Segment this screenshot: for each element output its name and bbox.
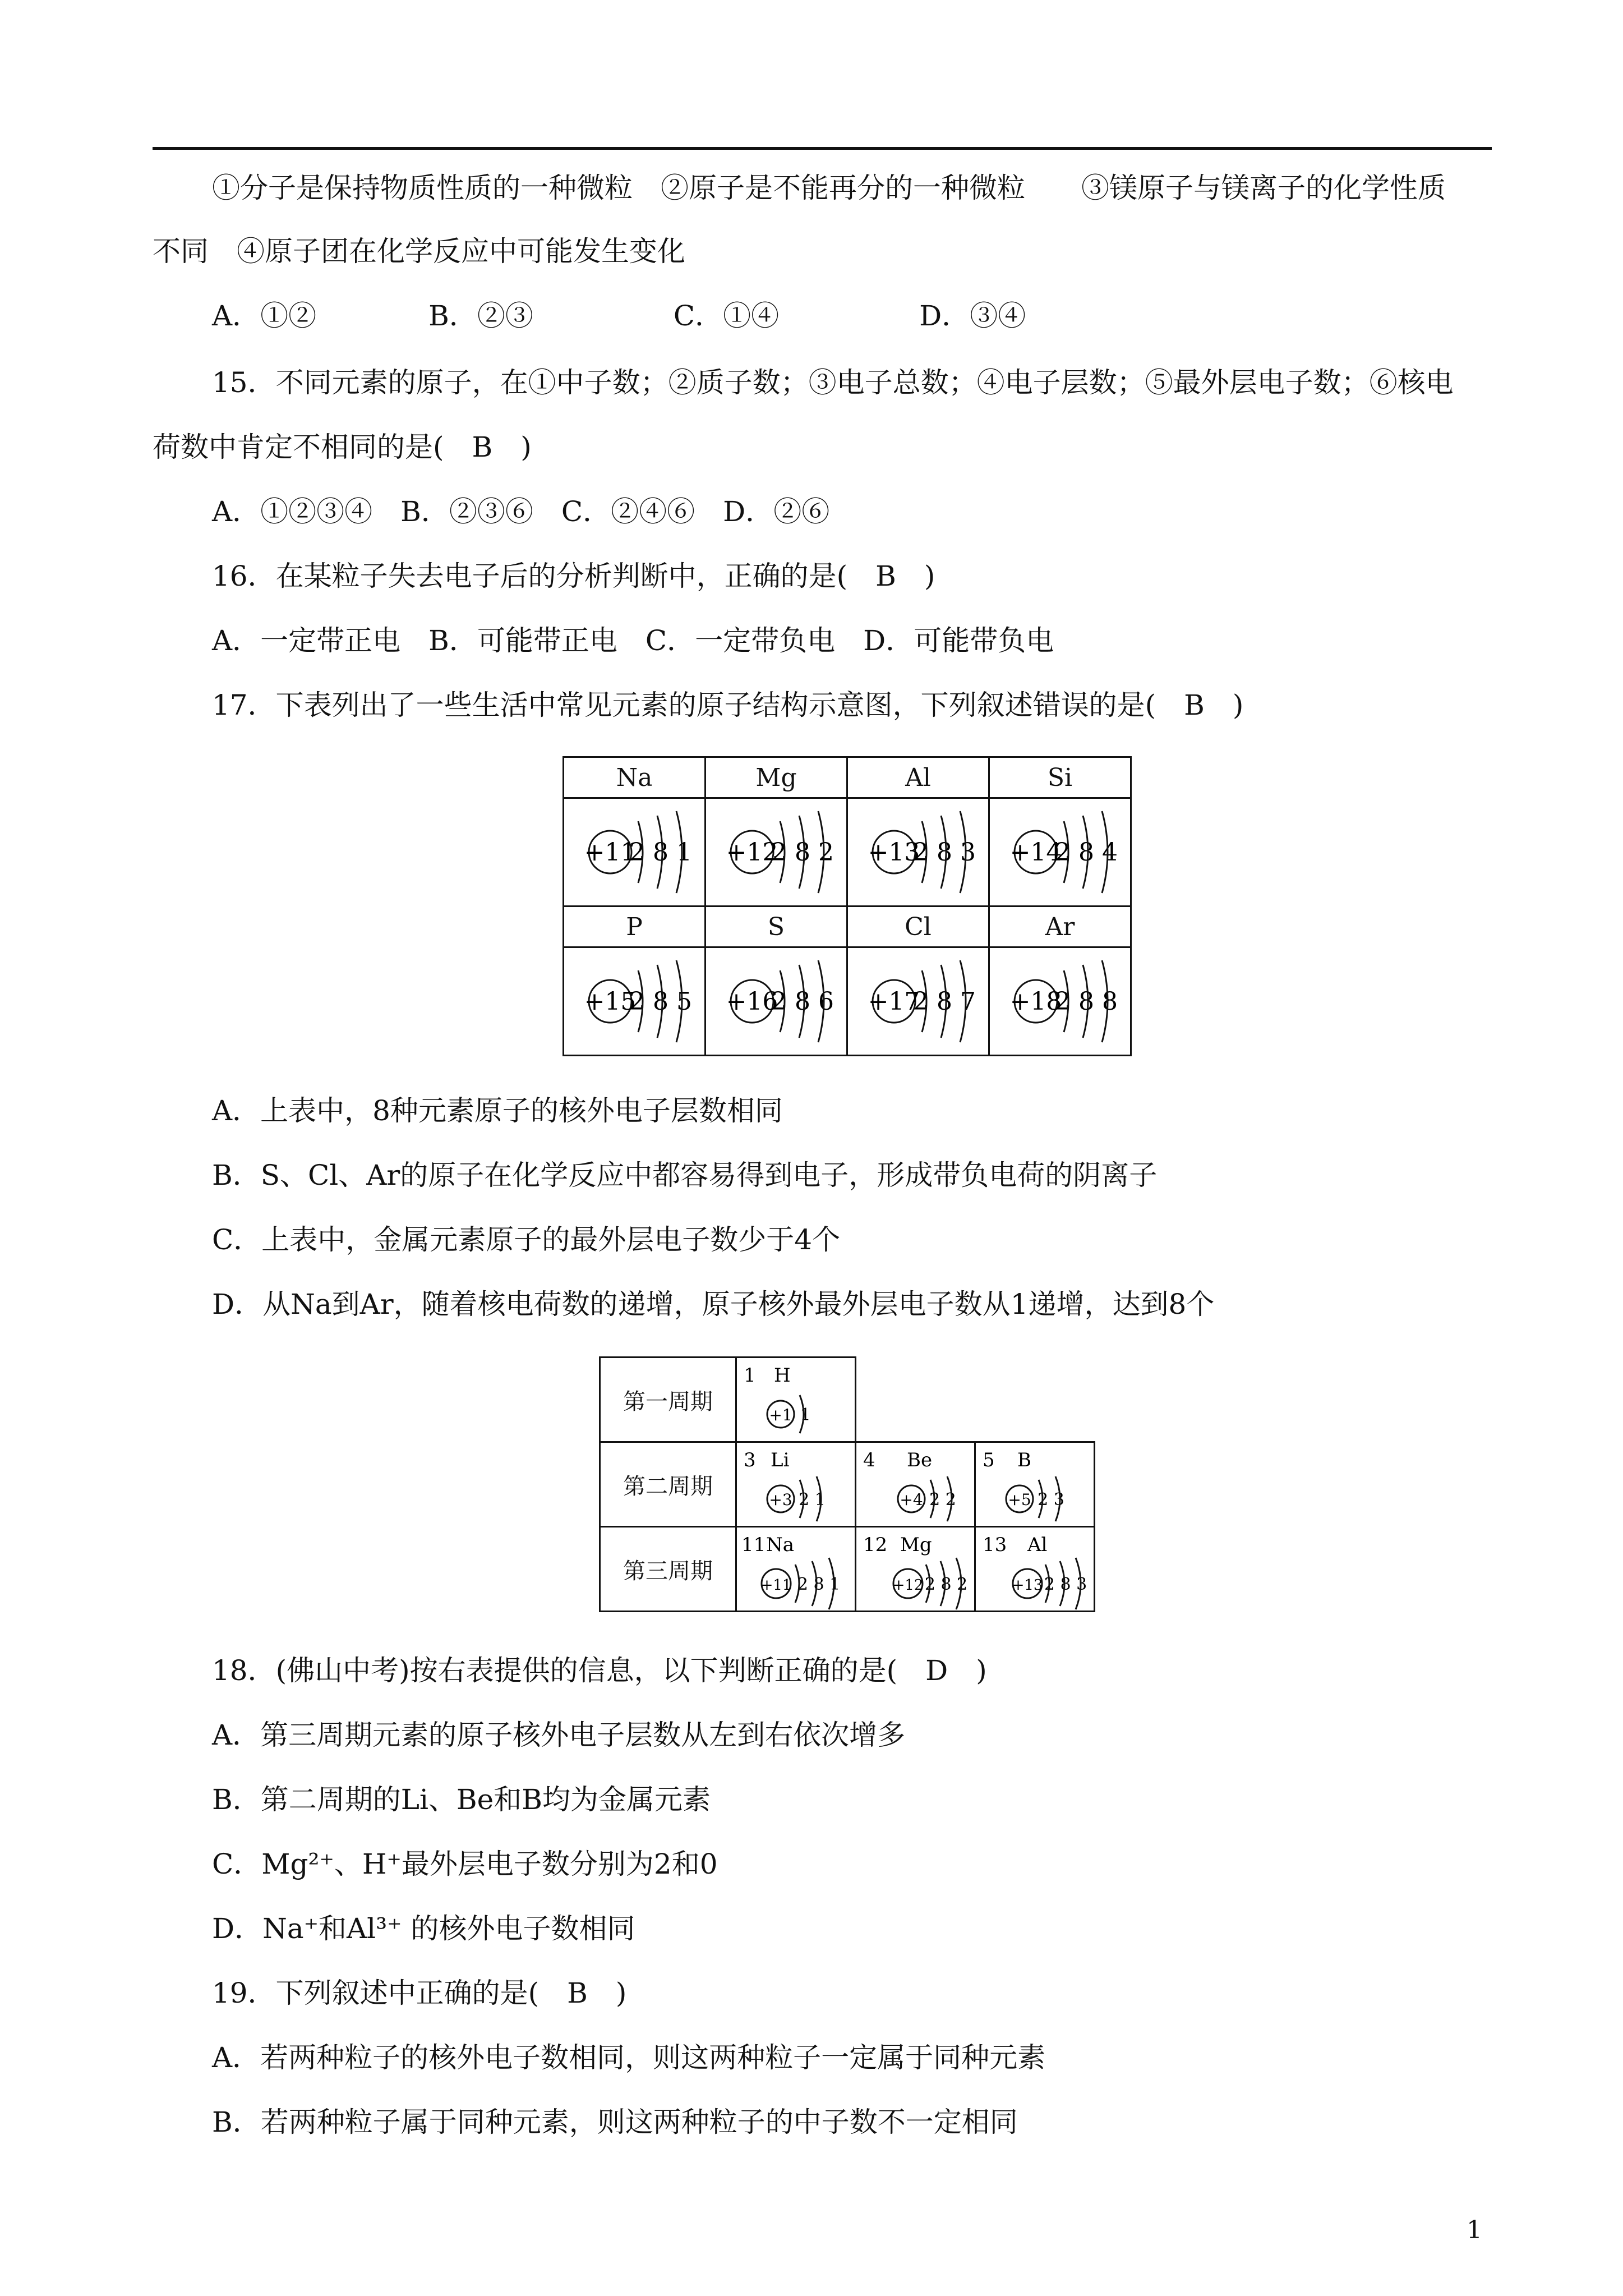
option-line: A．若两种粒子的核外电子数相同，则这两种粒子一定属于同种元素 bbox=[212, 2041, 1046, 2074]
element-diagram bbox=[737, 1358, 855, 1441]
table-header-row bbox=[564, 757, 1131, 798]
option-line: C．上表中，金属元素原子的最外层电子数少于4个 bbox=[212, 1223, 841, 1256]
atomic-number: 1 bbox=[744, 1364, 756, 1387]
electron-shells: 2 8 1 bbox=[797, 1575, 841, 1594]
electron-shells: 2 1 bbox=[799, 1490, 826, 1510]
atom-structure-table bbox=[562, 756, 1132, 1056]
page-number: 1 bbox=[1467, 2216, 1482, 2244]
atomic-number: 11 bbox=[741, 1534, 766, 1556]
question-16: 16．在某粒子失去电子后的分析判断中，正确的是( B ) bbox=[212, 560, 935, 592]
electron-shells: 2 8 5 bbox=[629, 987, 692, 1016]
atom-diagram bbox=[706, 799, 846, 905]
option-line: C．Mg²⁺、H⁺最外层电子数分别为2和0 bbox=[212, 1848, 718, 1880]
option-line: A．①②③④ B．②③⑥ C．②④⑥ D．②⑥ bbox=[212, 495, 830, 528]
electron-shells: 2 8 8 bbox=[1055, 987, 1118, 1016]
element-symbol: Na bbox=[564, 757, 706, 798]
electron-shells: 2 8 3 bbox=[1044, 1575, 1087, 1594]
atomic-number: 5 bbox=[983, 1449, 995, 1471]
atomic-number: 12 bbox=[863, 1534, 888, 1556]
nucleus-charge: +13 bbox=[868, 838, 920, 867]
nucleus-charge: +4 bbox=[900, 1490, 923, 1509]
atom-diagram-cell bbox=[706, 798, 847, 907]
nucleus-charge: +17 bbox=[868, 987, 920, 1016]
table-header-row bbox=[564, 907, 1131, 947]
electron-shells: 2 8 2 bbox=[924, 1575, 968, 1594]
option-line: A．上表中，8种元素原子的核外电子层数相同 bbox=[212, 1094, 783, 1127]
header-rule bbox=[153, 147, 1492, 150]
electron-shells: 2 8 1 bbox=[629, 838, 692, 867]
nucleus-charge: +11 bbox=[760, 1577, 792, 1594]
element-diagram bbox=[737, 1527, 855, 1611]
period-label: 第二周期 bbox=[600, 1442, 736, 1527]
nucleus-charge: +12 bbox=[892, 1577, 924, 1594]
element-cell bbox=[856, 1442, 975, 1527]
atom-diagram bbox=[564, 799, 704, 905]
atom-diagram bbox=[564, 948, 704, 1055]
element-diagram bbox=[737, 1443, 855, 1526]
element-symbol: H bbox=[774, 1364, 791, 1387]
element-diagram bbox=[976, 1443, 1094, 1526]
nucleus-charge: +1 bbox=[769, 1406, 792, 1424]
question-18: 18．(佛山中考)按右表提供的信息，以下判断正确的是( D ) bbox=[212, 1654, 987, 1687]
element-symbol: B bbox=[1017, 1449, 1031, 1471]
nucleus-charge: +14 bbox=[1009, 838, 1062, 867]
period-row bbox=[600, 1527, 1095, 1612]
electron-shells: 2 8 2 bbox=[771, 838, 834, 867]
option-line: D．从Na到Ar，随着核电荷数的递增，原子核外最外层电子数从1递增，达到8个 bbox=[212, 1288, 1215, 1320]
electron-shells: 2 8 7 bbox=[913, 987, 976, 1016]
atom-diagram-cell bbox=[564, 947, 706, 1056]
period-label: 第一周期 bbox=[600, 1358, 736, 1442]
periodic-table-excerpt bbox=[599, 1356, 1095, 1612]
element-cell bbox=[856, 1527, 975, 1612]
period-label: 第三周期 bbox=[600, 1527, 736, 1612]
electron-shells: 2 2 bbox=[929, 1490, 956, 1510]
element-symbol: Mg bbox=[900, 1534, 932, 1556]
nucleus-charge: +16 bbox=[726, 987, 778, 1016]
element-symbol: Al bbox=[1027, 1534, 1048, 1556]
empty-cell bbox=[856, 1358, 1095, 1442]
atom-diagram-cell bbox=[989, 798, 1131, 907]
nucleus-charge: +5 bbox=[1008, 1490, 1031, 1509]
period-row bbox=[600, 1358, 1095, 1442]
option-line: B．S、Cl、Ar的原子在化学反应中都容易得到电子，形成带负电荷的阴离子 bbox=[212, 1159, 1158, 1191]
nucleus-charge: +12 bbox=[726, 838, 778, 867]
element-cell bbox=[736, 1358, 856, 1442]
element-symbol: P bbox=[564, 907, 706, 947]
table-diagram-row bbox=[564, 947, 1131, 1056]
question-19: 19．下列叙述中正确的是( B ) bbox=[212, 1977, 627, 2009]
electron-shells: 2 8 6 bbox=[771, 987, 834, 1016]
element-symbol: Mg bbox=[706, 757, 847, 798]
atom-diagram bbox=[990, 799, 1130, 905]
nucleus-charge: +3 bbox=[769, 1490, 792, 1509]
atom-diagram bbox=[848, 948, 988, 1055]
electron-shells: 2 8 4 bbox=[1055, 838, 1118, 867]
electron-shells: 2 3 bbox=[1038, 1490, 1064, 1510]
period-row bbox=[600, 1442, 1095, 1527]
atom-diagram-cell bbox=[564, 798, 706, 907]
atomic-number: 13 bbox=[983, 1534, 1007, 1556]
nucleus-charge: +13 bbox=[1012, 1577, 1043, 1594]
atomic-number: 4 bbox=[863, 1449, 875, 1471]
nucleus-charge: +18 bbox=[1009, 987, 1062, 1016]
text-line: 荷数中肯定不相同的是( B ) bbox=[153, 431, 532, 463]
element-symbol: Al bbox=[847, 757, 989, 798]
option-line: A．第三周期元素的原子核外电子层数从左到右依次增多 bbox=[212, 1719, 906, 1751]
element-symbol: Li bbox=[771, 1449, 790, 1471]
electron-shells: 1 bbox=[800, 1405, 811, 1425]
element-cell bbox=[736, 1442, 856, 1527]
option-line: B．第二周期的Li、Be和B均为金属元素 bbox=[212, 1783, 711, 1816]
element-cell bbox=[975, 1442, 1095, 1527]
element-diagram bbox=[856, 1443, 974, 1526]
text-line: ①分子是保持物质性质的一种微粒 ②原子是不能再分的一种微粒 ③镁原子与镁离子的化学性质 bbox=[212, 172, 1446, 204]
nucleus-charge: +11 bbox=[584, 838, 637, 867]
element-symbol: Na bbox=[766, 1534, 795, 1556]
element-symbol: Ar bbox=[989, 907, 1131, 947]
atom-diagram bbox=[990, 948, 1130, 1055]
question-17: 17．下表列出了一些生活中常见元素的原子结构示意图，下列叙述错误的是( B ) bbox=[212, 689, 1244, 721]
option-line: D．Na⁺和Al³⁺ 的核外电子数相同 bbox=[212, 1912, 635, 1945]
question-15: 15．不同元素的原子，在①中子数；②质子数；③电子总数；④电子层数；⑤最外层电子数；⑥核电 bbox=[212, 366, 1454, 399]
text-line: 不同 ④原子团在化学反应中可能发生变化 bbox=[153, 235, 685, 268]
element-cell bbox=[975, 1527, 1095, 1612]
table-diagram-row bbox=[564, 798, 1131, 907]
atom-diagram-cell bbox=[847, 947, 989, 1056]
element-symbol: Cl bbox=[847, 907, 989, 947]
atom-diagram bbox=[706, 948, 846, 1055]
atom-diagram bbox=[848, 799, 988, 905]
electron-shells: 2 8 3 bbox=[913, 838, 976, 867]
option-line: A．一定带正电 B．可能带正电 C．一定带负电 D．可能带负电 bbox=[212, 624, 1054, 657]
element-symbol: Be bbox=[907, 1449, 933, 1471]
option-line: A．①② B．②③ C．①④ D．③④ bbox=[212, 300, 1026, 332]
nucleus-charge: +15 bbox=[584, 987, 637, 1016]
atom-diagram-cell bbox=[989, 947, 1131, 1056]
option-line: B．若两种粒子属于同种元素，则这两种粒子的中子数不一定相同 bbox=[212, 2106, 1018, 2138]
element-symbol: S bbox=[706, 907, 847, 947]
atomic-number: 3 bbox=[744, 1449, 756, 1471]
element-symbol: Si bbox=[989, 757, 1131, 798]
atom-diagram-cell bbox=[706, 947, 847, 1056]
element-diagram bbox=[856, 1527, 974, 1611]
element-diagram bbox=[976, 1527, 1094, 1611]
atom-diagram-cell bbox=[847, 798, 989, 907]
element-cell bbox=[736, 1527, 856, 1612]
